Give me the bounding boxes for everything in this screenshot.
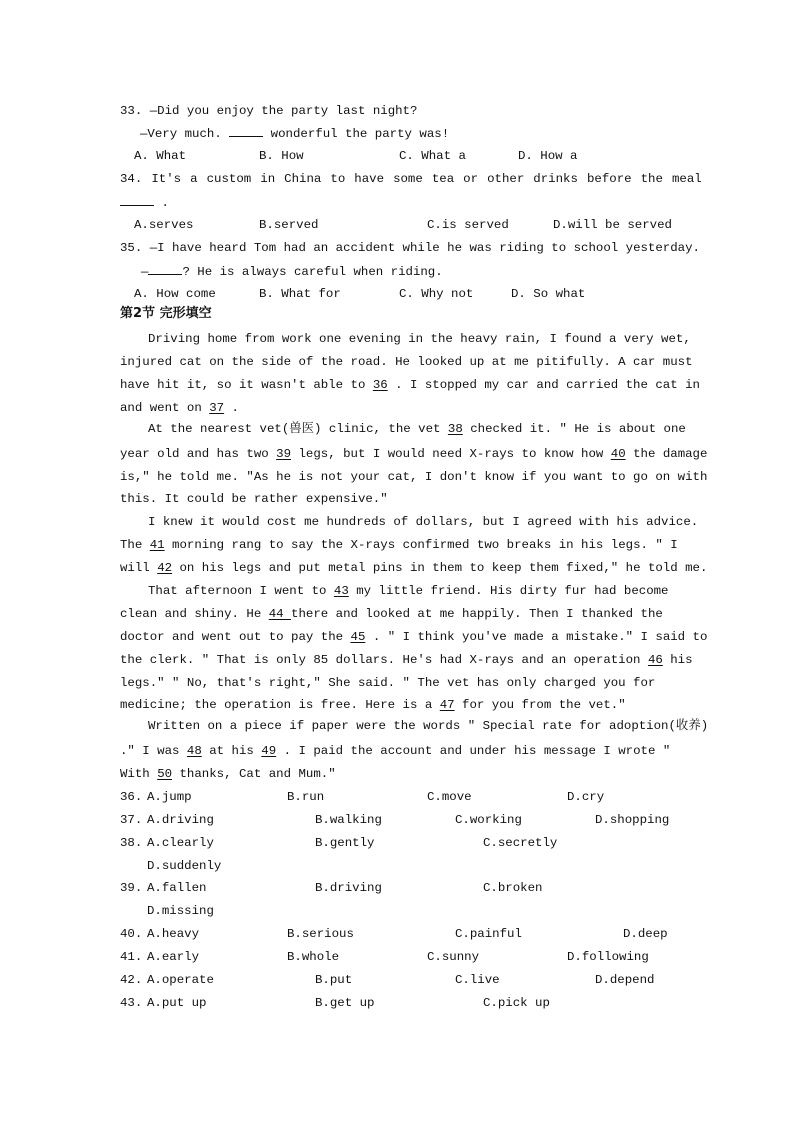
blank-number: 48: [186, 744, 202, 758]
option-c: C.sunny: [427, 950, 480, 964]
text: .: [224, 401, 239, 415]
text: doctor and went out to pay the: [120, 630, 351, 644]
passage-line: [120, 537, 678, 553]
reply-text: ? He is always careful when riding.: [182, 265, 443, 279]
question-text: —I have heard Tom had an accident while he was riding to school yesterday.: [149, 241, 700, 255]
question-34-blank-line: [120, 194, 169, 211]
option-a: A.serves: [134, 218, 194, 232]
text: the damage: [625, 447, 708, 461]
option-b: B.walking: [315, 813, 382, 827]
text: legs, but I would need X-rays to know how: [291, 447, 611, 461]
blank-number: 45: [350, 630, 366, 644]
question-35-stem: [120, 240, 700, 256]
option-d: D.will be served: [553, 218, 672, 232]
text: checked it. " He is about one: [462, 422, 686, 436]
text: have hit it, so it wasn't able to: [120, 378, 373, 392]
text: my little friend. His dirty fur had become: [348, 584, 669, 598]
text: morning rang to say the X-rays confirmed two breaks in his legs. " I: [164, 538, 678, 552]
passage-line: [120, 400, 239, 416]
passage-line: Driving home from work one evening in the heavy rain, I found a very wet,: [148, 332, 691, 346]
option-b: B.put: [315, 973, 353, 987]
question-33-reply: [140, 125, 449, 142]
text: The: [120, 538, 150, 552]
option-c: C.live: [455, 973, 500, 987]
question-number: 35.: [120, 241, 143, 255]
blank-number: 40: [610, 447, 626, 461]
option-a: A.driving: [147, 813, 214, 827]
option-number: 39.: [120, 881, 143, 895]
question-number: 34.: [120, 172, 143, 186]
passage-line: is," he told me. "As he is not your cat, I don't know if you want to go on with: [120, 470, 708, 484]
passage-line: [120, 377, 700, 393]
question-text: It's a custom in China to have some tea or other drinks before the meal: [151, 172, 702, 186]
option-a: A. What: [134, 149, 187, 163]
text: his: [662, 653, 693, 667]
passage-line: [120, 629, 707, 645]
text: clean and shiny. He: [120, 607, 269, 621]
option-number: 42.: [120, 973, 143, 987]
passage-line: [120, 560, 707, 576]
text: and went on: [120, 401, 210, 415]
passage-line: I knew it would cost me hundreds of dollars, but I agreed with his advice.: [148, 515, 699, 529]
period: .: [161, 196, 169, 210]
blank-number: 47: [439, 698, 455, 712]
reply-text: —: [141, 265, 149, 279]
answer-blank: [120, 194, 154, 206]
blank-number: 39: [276, 447, 292, 461]
option-a: A.heavy: [147, 927, 200, 941]
passage-line: this. It could be rather expensive.": [120, 492, 388, 506]
option-a: A.early: [147, 950, 200, 964]
text: That afternoon I went to: [148, 584, 334, 598]
question-35-reply: [141, 263, 443, 280]
answer-blank: [229, 125, 263, 137]
option-a: A. How come: [134, 287, 216, 301]
passage-line: [120, 446, 707, 462]
option-a: A.operate: [147, 973, 214, 987]
option-b: B.served: [259, 218, 319, 232]
text: . I stopped my car and carried the cat in: [387, 378, 700, 392]
text: With: [120, 767, 158, 781]
blank-number: 42: [157, 561, 173, 575]
option-c: C. Why not: [399, 287, 474, 301]
text: will: [120, 561, 158, 575]
text: the clerk. " That is only 85 dollars. He's had X-rays and an operation: [120, 653, 648, 667]
option-d: D. How a: [518, 149, 578, 163]
option-number: 40.: [120, 927, 143, 941]
text: . I paid the account and under his message I wrote ": [276, 744, 671, 758]
text: at his: [201, 744, 262, 758]
option-c: C.secretly: [483, 836, 558, 850]
reply-text: —Very much.: [140, 127, 230, 141]
option-b: B.serious: [287, 927, 354, 941]
passage-line: [120, 652, 693, 668]
option-d: D. So what: [511, 287, 586, 301]
text: thanks, Cat and Mum.": [172, 767, 336, 781]
option-a: A.jump: [147, 790, 192, 804]
reply-text: wonderful the party was!: [263, 127, 450, 141]
blank-number: 50: [157, 767, 173, 781]
option-b: B.get up: [315, 996, 375, 1010]
text: . " I think you've made a mistake." I said to: [365, 630, 708, 644]
text: for you from the vet.": [454, 698, 626, 712]
text: At the nearest vet(兽医) clinic, the vet: [148, 422, 448, 436]
passage-line: [120, 697, 626, 713]
passage-line: [148, 583, 669, 599]
option-number: 37.: [120, 813, 143, 827]
option-a: A.fallen: [147, 881, 207, 895]
option-number: 38.: [120, 836, 143, 850]
text: year old and has two: [120, 447, 277, 461]
option-c: C.is served: [427, 218, 509, 232]
passage-line: [120, 766, 336, 782]
option-b: B.driving: [315, 881, 382, 895]
option-c: C. What a: [399, 149, 466, 163]
option-b: B. What for: [259, 287, 341, 301]
blank-number: 36: [372, 378, 388, 392]
option-number: 36.: [120, 790, 143, 804]
option-d: D.shopping: [595, 813, 670, 827]
passage-line: [120, 606, 663, 622]
option-d: D.missing: [147, 904, 214, 918]
blank-number: 41: [149, 538, 165, 552]
blank-number: 38: [447, 422, 463, 436]
option-b: B.whole: [287, 950, 340, 964]
text: medicine; the operation is free. Here is a: [120, 698, 440, 712]
option-d: D.following: [567, 950, 649, 964]
option-b: B.run: [287, 790, 325, 804]
option-a: A.clearly: [147, 836, 214, 850]
option-number: 43.: [120, 996, 143, 1010]
blank-number: 37: [209, 401, 225, 415]
answer-blank: [148, 263, 182, 275]
text: there and looked at me happily. Then I thanked the: [291, 607, 663, 621]
text: ." I was: [120, 744, 187, 758]
option-c: C.painful: [455, 927, 522, 941]
question-34-stem: [120, 171, 702, 187]
option-b: B.gently: [315, 836, 375, 850]
option-d: D.deep: [623, 927, 668, 941]
option-d: D.cry: [567, 790, 605, 804]
option-a: A.put up: [147, 996, 207, 1010]
passage-line: legs." " No, that's right," She said. " The vet has only charged you for: [120, 676, 656, 690]
question-text: —Did you enjoy the party last night?: [149, 104, 418, 118]
question-33-stem: [120, 103, 417, 119]
question-number: 33.: [120, 104, 143, 118]
option-c: C.pick up: [483, 996, 550, 1010]
blank-number: 46: [647, 653, 663, 667]
passage-line: Written on a piece if paper were the words " Special rate for adoption(收养): [148, 719, 709, 733]
option-b: B. How: [259, 149, 304, 163]
option-number: 41.: [120, 950, 143, 964]
section-heading: 第2节 完形填空: [120, 306, 212, 321]
blank-number: 49: [261, 744, 277, 758]
option-c: C.broken: [483, 881, 543, 895]
option-d: D.depend: [595, 973, 655, 987]
passage-line: [120, 743, 670, 759]
blank-number: 43: [333, 584, 349, 598]
option-c: C.move: [427, 790, 472, 804]
text: on his legs and put metal pins in them to keep them fixed," he told me.: [172, 561, 708, 575]
passage-line: injured cat on the side of the road. He looked up at me pitifully. A car must: [120, 355, 693, 369]
blank-number: 44: [268, 607, 292, 621]
passage-line: [148, 421, 686, 437]
option-c: C.working: [455, 813, 522, 827]
option-d: D.suddenly: [147, 859, 222, 873]
